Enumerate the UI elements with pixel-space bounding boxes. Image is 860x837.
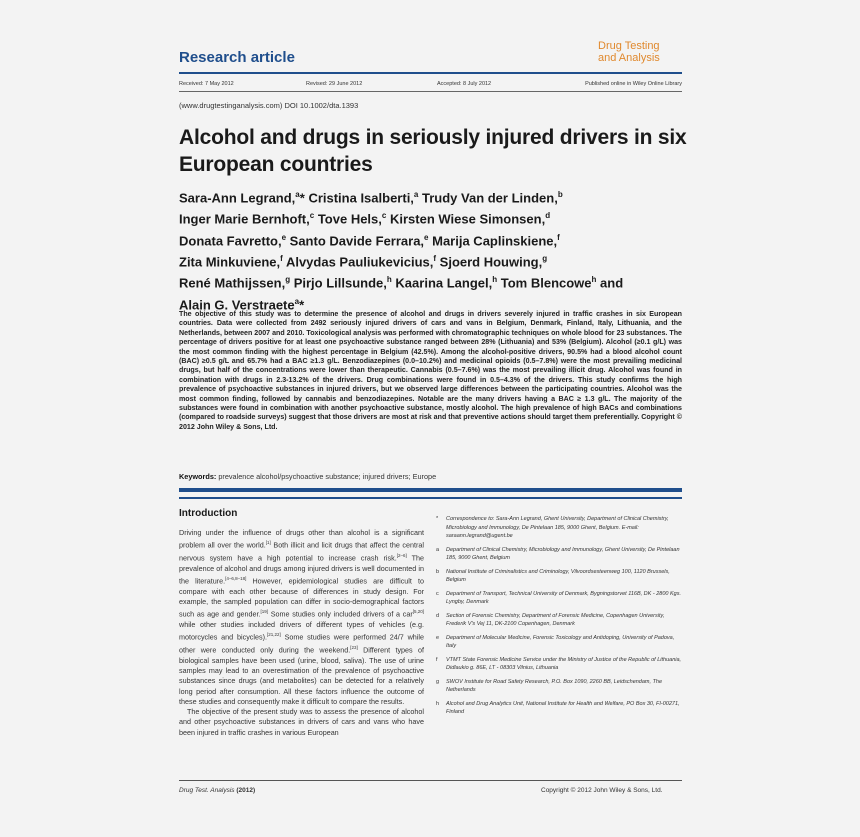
author: Sjoerd Houwing, [439,254,543,270]
author-list [179,186,689,314]
author-affiliation-mark: a [413,190,419,199]
affiliation-mark: * [436,516,439,522]
keywords-text: prevalence alcohol/psychoactive substance; injured drivers; Europe [216,472,437,481]
author: Kaarina Langel, [395,275,493,291]
doi-line[interactable]: (www.drugtestinganalysis.com) DOI 10.1002/dta.1393 [179,101,359,110]
footer-journal-name: Drug Test. Analysis [179,787,235,794]
author-affiliation-mark: h [386,275,392,285]
affiliation-item [436,634,682,651]
author-affiliation-mark: g [542,253,548,263]
affiliation-text: Department of Transport, Technical University of Denmark, Bygningstorvet 116B, DK - 2800 Kgs. Lyngby, Denmark [446,590,681,606]
author-suffix: * [299,296,305,312]
affiliations [436,515,682,722]
author-affiliation-mark: d [545,211,551,221]
affiliation-mark: h [436,700,440,707]
author: Cristina Isalberti, [308,190,414,206]
article-type-heading: Research article [179,49,295,66]
author-affiliation-mark: h [591,275,597,285]
introduction-heading: Introduction [179,508,238,519]
abstract: The objective of this study was to determine the presence of alcohol and drugs in drivers severely injured in traffic crashes in six European countries. Data were collected from 2492 seriously injured drivers of cars and vans in Belgium, Denmark, Finland, Italy, Lithuania, and the Netherlands, between 2007 and 2010. Toxicological analysis was performed with chromatographic techniques on whole blood for 23 substances. The percentage of drivers positive for at least one psychoactive substance ranged between 28% (Lithuania) and 53% (Belgium). Alcohol (≥0.1 g/L) was the most common finding with the highest percentage in Belgium (42.5%). Among the alcohol-positive drivers, 90.5% had a blood alcohol count (BAC) ≥0.5 g/L and 65.7% had a BAC ≥1.3 g/L. Benzodiazepines (0.0–10.2%) and medicinal opioids (0.5–7.8%) were the most prevailing medicinal drugs, but half of the concentrations were lower than therapeutic. Cannabis (0.5–7.6%) was the most prevailing illicit drug. Alcohol was found in combination with drugs in 2.3-13.2% of the drivers. Drug combinations were found in 0.5–4.3% of the drivers. This study confirms the high prevalence of psychoactive substances in injured drivers, but we observed large differences between the participating countries. Alcohol was the most common finding, followed by cannabis and benzodiazepines. Notable are the many drivers having a BAC ≥ 1.3 g/L. The majority of the substances were found in combination with another psychoactive substance, mostly alcohol. The high prevalence of high BACs and combinations (compared to roadside surveys) suggest that those drivers are most at risk and that preventive actions should target them preferentially. Copyright © 2012 John Wiley & Sons, Ltd. [179,310,682,431]
affiliation-item [436,590,682,607]
author: Santo Davide Ferrara, [289,232,425,248]
affiliation-item [436,678,682,695]
author: Tove Hels, [317,211,382,227]
author-affiliation-mark: c [309,211,315,221]
author: Zita Minkuviene, [179,254,281,270]
introduction-paragraph-2: The objective of the present study was to assess the presence of alcohol and other psychoactive substances in drivers of cars and vans who have been injured in traffic crashes in various European [179,707,424,737]
author: Alain G. Verstraete [179,296,295,312]
text-run: Different types of biological samples have been used (urine, blood, saliva). The use of urine samples may lead to an overestimation of the prevalence of psychoactive substances since drugs (and metabolites) can be detected for a relatively long period after consumption. All these factors influence the outcome of these studies and consequently make it difficult to compare the results. [179,645,424,706]
affiliation-item [436,515,682,541]
affiliation-mark: g [436,678,440,685]
footer-journal [179,787,255,794]
affiliation-item [436,656,682,673]
text-run: while other studies included drivers of different types of vehicles (e.g. motorcycles and bicycles). [179,619,424,642]
affiliation-text: Correspondence to: Sara-Ann Legrand, Ghent University, Department of Clinical Chemistry, Microbiology and Immunology, De Pintelaan 185, 9000 Ghent, Belgium. E-mail: saraann.legrand@ugent.be [446,516,669,540]
author: Pirjo Lillsunde, [293,275,387,291]
affiliation-mark: e [436,634,440,641]
affiliation-text: Department of Molecular Medicine, Forensic Toxicology and Antidoping, University of Padova, Italy [446,634,675,650]
introduction-paragraph-1 [179,528,424,707]
published-online: Published online in Wiley Online Library [585,81,682,87]
keywords-label: Keywords: [179,472,217,481]
footer-rule [179,780,682,781]
journal-logo-line-2: and Analysis [598,52,660,64]
author-affiliation-mark: f [280,253,283,263]
author-affiliation-mark: h [492,275,498,285]
citation-mark[interactable]: [19] [260,609,269,615]
author-suffix: * [299,190,305,206]
author-affiliation-mark: a [294,296,300,306]
section-rule-thick [179,488,682,492]
text-run: Some studies only included drivers of a car [268,609,413,619]
affiliation-text: VTMT State Forensic Medicine Service under the Ministry of Justice of the Republic of Lithuania, Didlaukio g. 86E, LT - 08303 Vilnius, Lithuania [446,656,682,672]
author: Inger Marie Bernhoft, [179,211,310,227]
received-date: Received: 7 May 2012 [179,81,234,87]
author-affiliation-mark: a [295,190,300,199]
citation-mark[interactable]: [23] [350,644,358,650]
affiliation-text: SWOV Institute for Road Safety Research, P.O. Box 1090, 2260 BB, Leidschendam, The Netherlands [446,678,663,694]
affiliation-text: Department of Clinical Chemistry, Microbiology and Immunology, Ghent University, De Pintelaan 185, 9000 Ghent, Belgium [446,546,680,562]
journal-logo-line-1: Drug Testing [598,40,660,52]
affiliation-text: Alcohol and Drug Analytics Unit, National Institute for Health and Welfare, PO Box 30, FI-00271, Finland [446,700,680,716]
affiliation-item [436,700,682,717]
text-run: However, epidemiological studies are difficult to compare with each other because of differences in study design. For example, the sampled population can differ in socio-demographical factors such as age and gender. [179,576,424,619]
affiliation-mark: b [436,568,440,575]
citation-mark[interactable]: [2–6] [396,552,407,558]
introduction-body [179,528,424,738]
affiliation-text: Section of Forensic Chemistry, Department of Forensic Medicine, Copenhagen University, Frederik V's Vej 11, DK-2100 Copenhagen, Denmark [446,612,665,628]
keywords [179,472,682,481]
affiliation-mark: c [436,590,439,597]
author: René Mathijssen, [179,275,286,291]
header-rule [179,72,682,74]
author-affiliation-mark: c [381,211,387,221]
affiliation-text: National Institute of Criminalistics and Criminology, Vilvoordsesteenweg 100, 1120 Brussels, Belgium [446,568,670,584]
affiliation-item [436,546,682,563]
author: Alvydas Pauliukevicius, [285,254,434,270]
author-affiliation-mark: f [557,232,560,242]
author: Donata Favretto, [179,232,282,248]
author-suffix: and [596,275,624,291]
author: Tom Blencowe [500,275,592,291]
paper-title: Alcohol and drugs in seriously injured drivers in six European countries [179,126,687,176]
citation-mark[interactable]: [1] [265,540,271,546]
text-run: Some studies were performed 24/7 while other were conducted only during the weekend. [179,632,424,655]
author-affiliation-mark: e [281,232,287,242]
footer-copyright: Copyright © 2012 John Wiley & Sons, Ltd. [541,787,663,794]
affiliation-mark: a [436,546,440,553]
revised-date: Revised: 29 June 2012 [306,81,363,87]
text-run: Both illicit and licit drugs that affect the central nervous system have a high potential to increase crash risk. [179,540,425,563]
text-run: Driving under the influence of drugs other than alcohol is a significant problem all over the world. [179,528,424,550]
affiliation-item [436,568,682,585]
author: Trudy Van der Linden, [422,190,558,206]
author-affiliation-mark: b [557,190,563,199]
citation-mark[interactable]: [5,20] [412,609,424,615]
section-rule-thin [179,497,682,499]
citation-mark[interactable]: [4–6,8–18] [225,575,247,581]
author: Sara-Ann Legrand, [179,190,296,206]
author: Marija Caplinskiene, [432,232,558,248]
affiliation-item [436,612,682,629]
footer-year: (2012) [236,787,256,794]
text-run: The prevalence of alcohol and drugs among injured drivers is well documented in the literature. [179,553,424,586]
author-affiliation-mark: g [285,275,291,285]
affiliation-mark: f [436,656,438,663]
citation-mark[interactable]: [21,22] [266,632,281,638]
affiliation-mark: d [436,612,440,619]
dates-rule [179,91,682,92]
author-affiliation-mark: f [433,253,437,263]
author: Kirsten Wiese Simonsen, [389,211,546,227]
author-affiliation-mark: e [424,232,429,242]
journal-logo [598,40,660,64]
accepted-date: Accepted: 8 July 2012 [437,81,492,87]
